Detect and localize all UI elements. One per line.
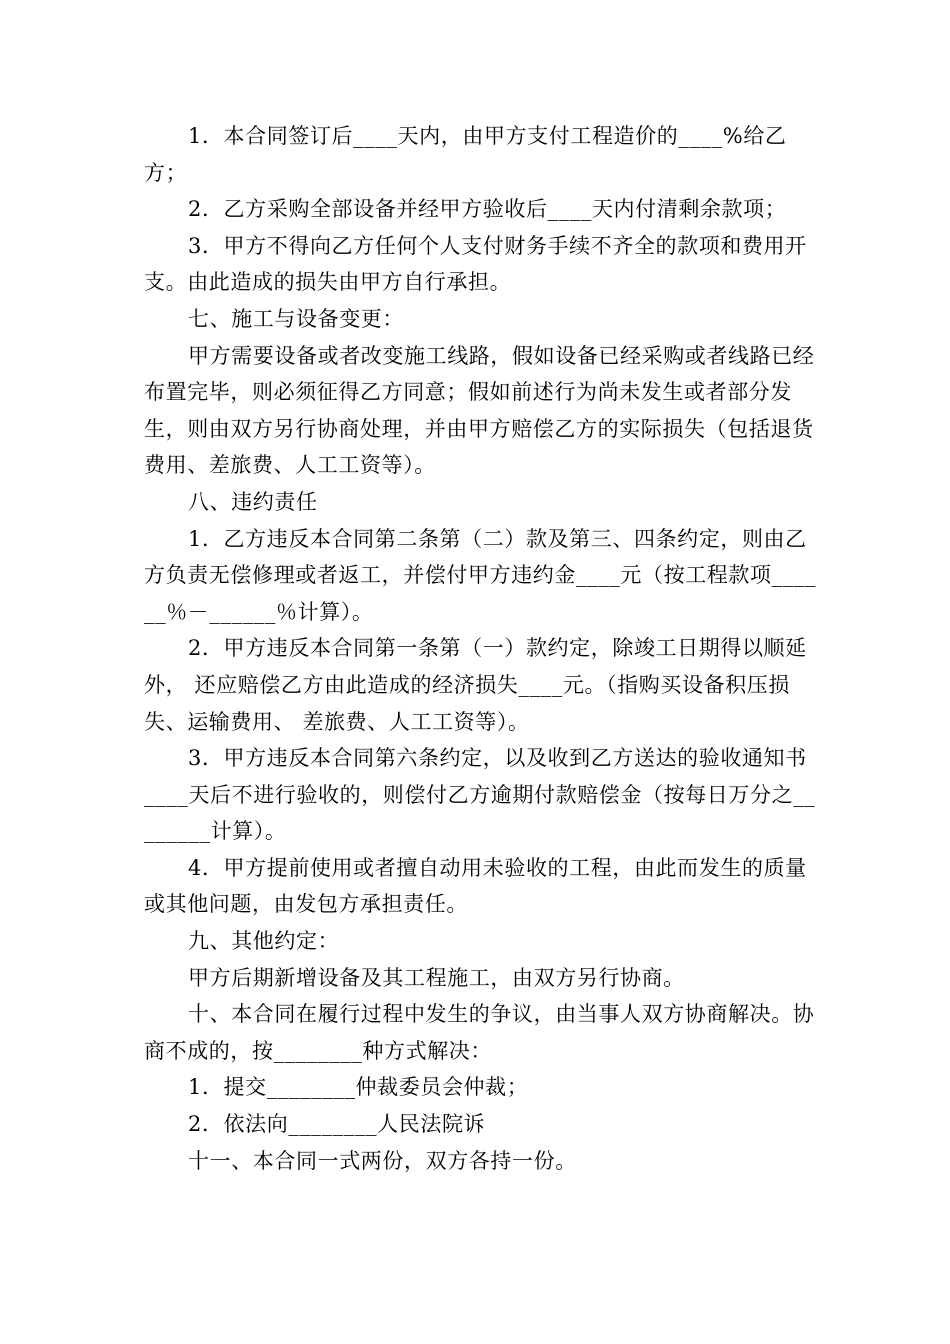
section-heading-8: 八、违约责任 xyxy=(188,489,318,514)
paragraph-dispute-2: 2．依法向________人民法院诉 xyxy=(188,1112,486,1137)
paragraph-change-terms: 甲方需要设备或者改变施工线路，假如设备已经采购或者线路已经布置完毕，则必须征得乙方同意；假如前述行为尚未发生或者部分发生，则由双方另行协商处理，并由甲方赔偿乙方的实际损失（包括退货费用、差旅费、人工工资等）。 xyxy=(144,343,815,478)
section-heading-11: 十一、本合同一式两份，双方各持一份。 xyxy=(188,1148,577,1173)
section-heading-10: 十、本合同在履行过程中发生的争议，由当事人双方协商解决。协商不成的，按________种方式解决： xyxy=(144,1002,815,1063)
paragraph-breach-1: 1．乙方违反本合同第二条第（二）款及第三、四条约定，则由乙方负责无偿修理或者返工，并偿付甲方违约金____元（按工程款项______％－______％计算）。 xyxy=(144,526,816,624)
paragraph-breach-3: 3．甲方违反本合同第六条约定，以及收到乙方送达的验收通知书____天后不进行验收的，则偿付乙方逾期付款赔偿金（按每日万分之________计算）。 xyxy=(144,746,816,844)
paragraph-payment-2: 2．乙方采购全部设备并经甲方验收后____天内付清剩余款项； xyxy=(188,197,787,222)
document-body xyxy=(144,118,816,1179)
paragraph-dispute-1: 1．提交________仲裁委员会仲裁； xyxy=(188,1075,529,1100)
paragraph-other-terms: 甲方后期新增设备及其工程施工，由双方另行协商。 xyxy=(188,965,685,990)
section-heading-7: 七、施工与设备变更： xyxy=(188,306,404,331)
paragraph-payment-3: 3．甲方不得向乙方任何个人支付财务手续不齐全的款项和费用开支。由此造成的损失由甲方自行承担。 xyxy=(144,233,807,295)
paragraph-breach-2: 2．甲方违反本合同第一条第（一）款约定，除竣工日期得以顺延外， 还应赔偿乙方由此造成的经济损失____元。（指购买设备积压损失、运输费用、 差旅费、人工工资等）。 xyxy=(144,636,807,734)
section-heading-9: 九、其他约定： xyxy=(188,929,340,954)
paragraph-payment-1: 1．本合同签订后____天内，由甲方支付工程造价的____%给乙方； xyxy=(144,124,787,185)
paragraph-breach-4: 4．甲方提前使用或者擅自动用未验收的工程，由此而发生的质量或其他问题，由发包方承担责任。 xyxy=(144,855,807,917)
